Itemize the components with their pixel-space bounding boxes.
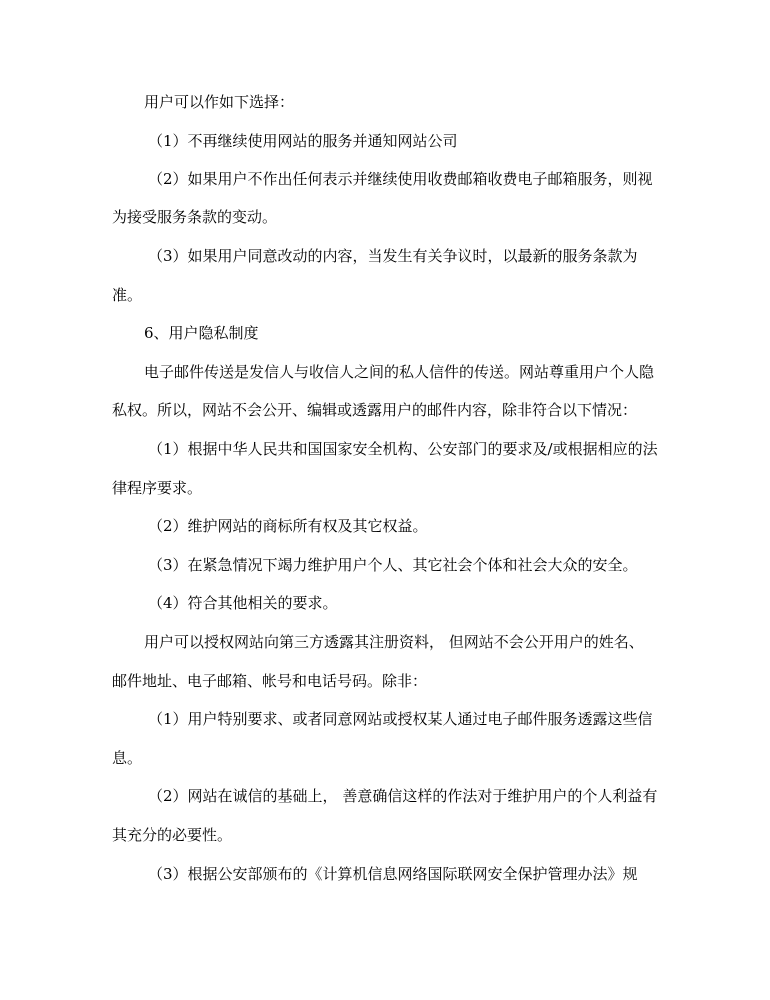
paragraph-line: 私权。所以，网站不会公开、编辑或透露用户的邮件内容，除非符合以下情况： xyxy=(112,401,638,419)
list-item-line: （1）不再继续使用网站的服务并通知网站公司 xyxy=(148,132,458,150)
paragraph-line: 邮件地址、电子邮箱、帐号和电话号码。除非： xyxy=(112,672,428,690)
list-item-line: （2）维护网站的商标所有权及其它权益。 xyxy=(148,517,428,535)
paragraph-line: 用户可以作如下选择： xyxy=(144,93,295,111)
list-item-line: （3）在紧急情况下竭力维护用户个人、其它社会个体和社会大众的安全。 xyxy=(148,556,638,574)
list-item-line: （1）根据中华人民共和国国家安全机构、公安部门的要求及/或根据相应的法 xyxy=(148,440,658,458)
paragraph-line: 为接受服务条款的变动。 xyxy=(112,208,278,226)
section-heading: 6、用户隐私制度 xyxy=(144,324,259,342)
paragraph-line: 息。 xyxy=(112,749,143,767)
paragraph-line: 电子邮件传送是发信人与收信人之间的私人信件的传送。网站尊重用户个人隐 xyxy=(144,363,655,381)
paragraph-line: 其充分的必要性。 xyxy=(112,826,233,844)
list-item-line: （2）如果用户不作出任何表示并继续使用收费邮箱收费电子邮箱服务，则视 xyxy=(148,170,653,188)
paragraph-line: 律程序要求。 xyxy=(112,479,203,497)
list-item-line: （4）符合其他相关的要求。 xyxy=(148,594,338,612)
list-item-line: （2）网站在诚信的基础上， 善意确信这样的作法对于维护用户的个人利益有 xyxy=(148,787,658,805)
paragraph-line: 准。 xyxy=(112,286,143,304)
paragraph-line: 用户可以授权网站向第三方透露其注册资料， 但网站不会公开用户的姓名、 xyxy=(144,633,644,651)
list-item-line: （3）如果用户同意改动的内容，当发生有关争议时，以最新的服务条款为 xyxy=(148,247,638,265)
list-item-line: （3）根据公安部颁布的《计算机信息网络国际联网安全保护管理办法》规 xyxy=(148,865,638,883)
list-item-line: （1）用户特别要求、或者同意网站或授权某人通过电子邮件服务透露这些信 xyxy=(148,710,653,728)
